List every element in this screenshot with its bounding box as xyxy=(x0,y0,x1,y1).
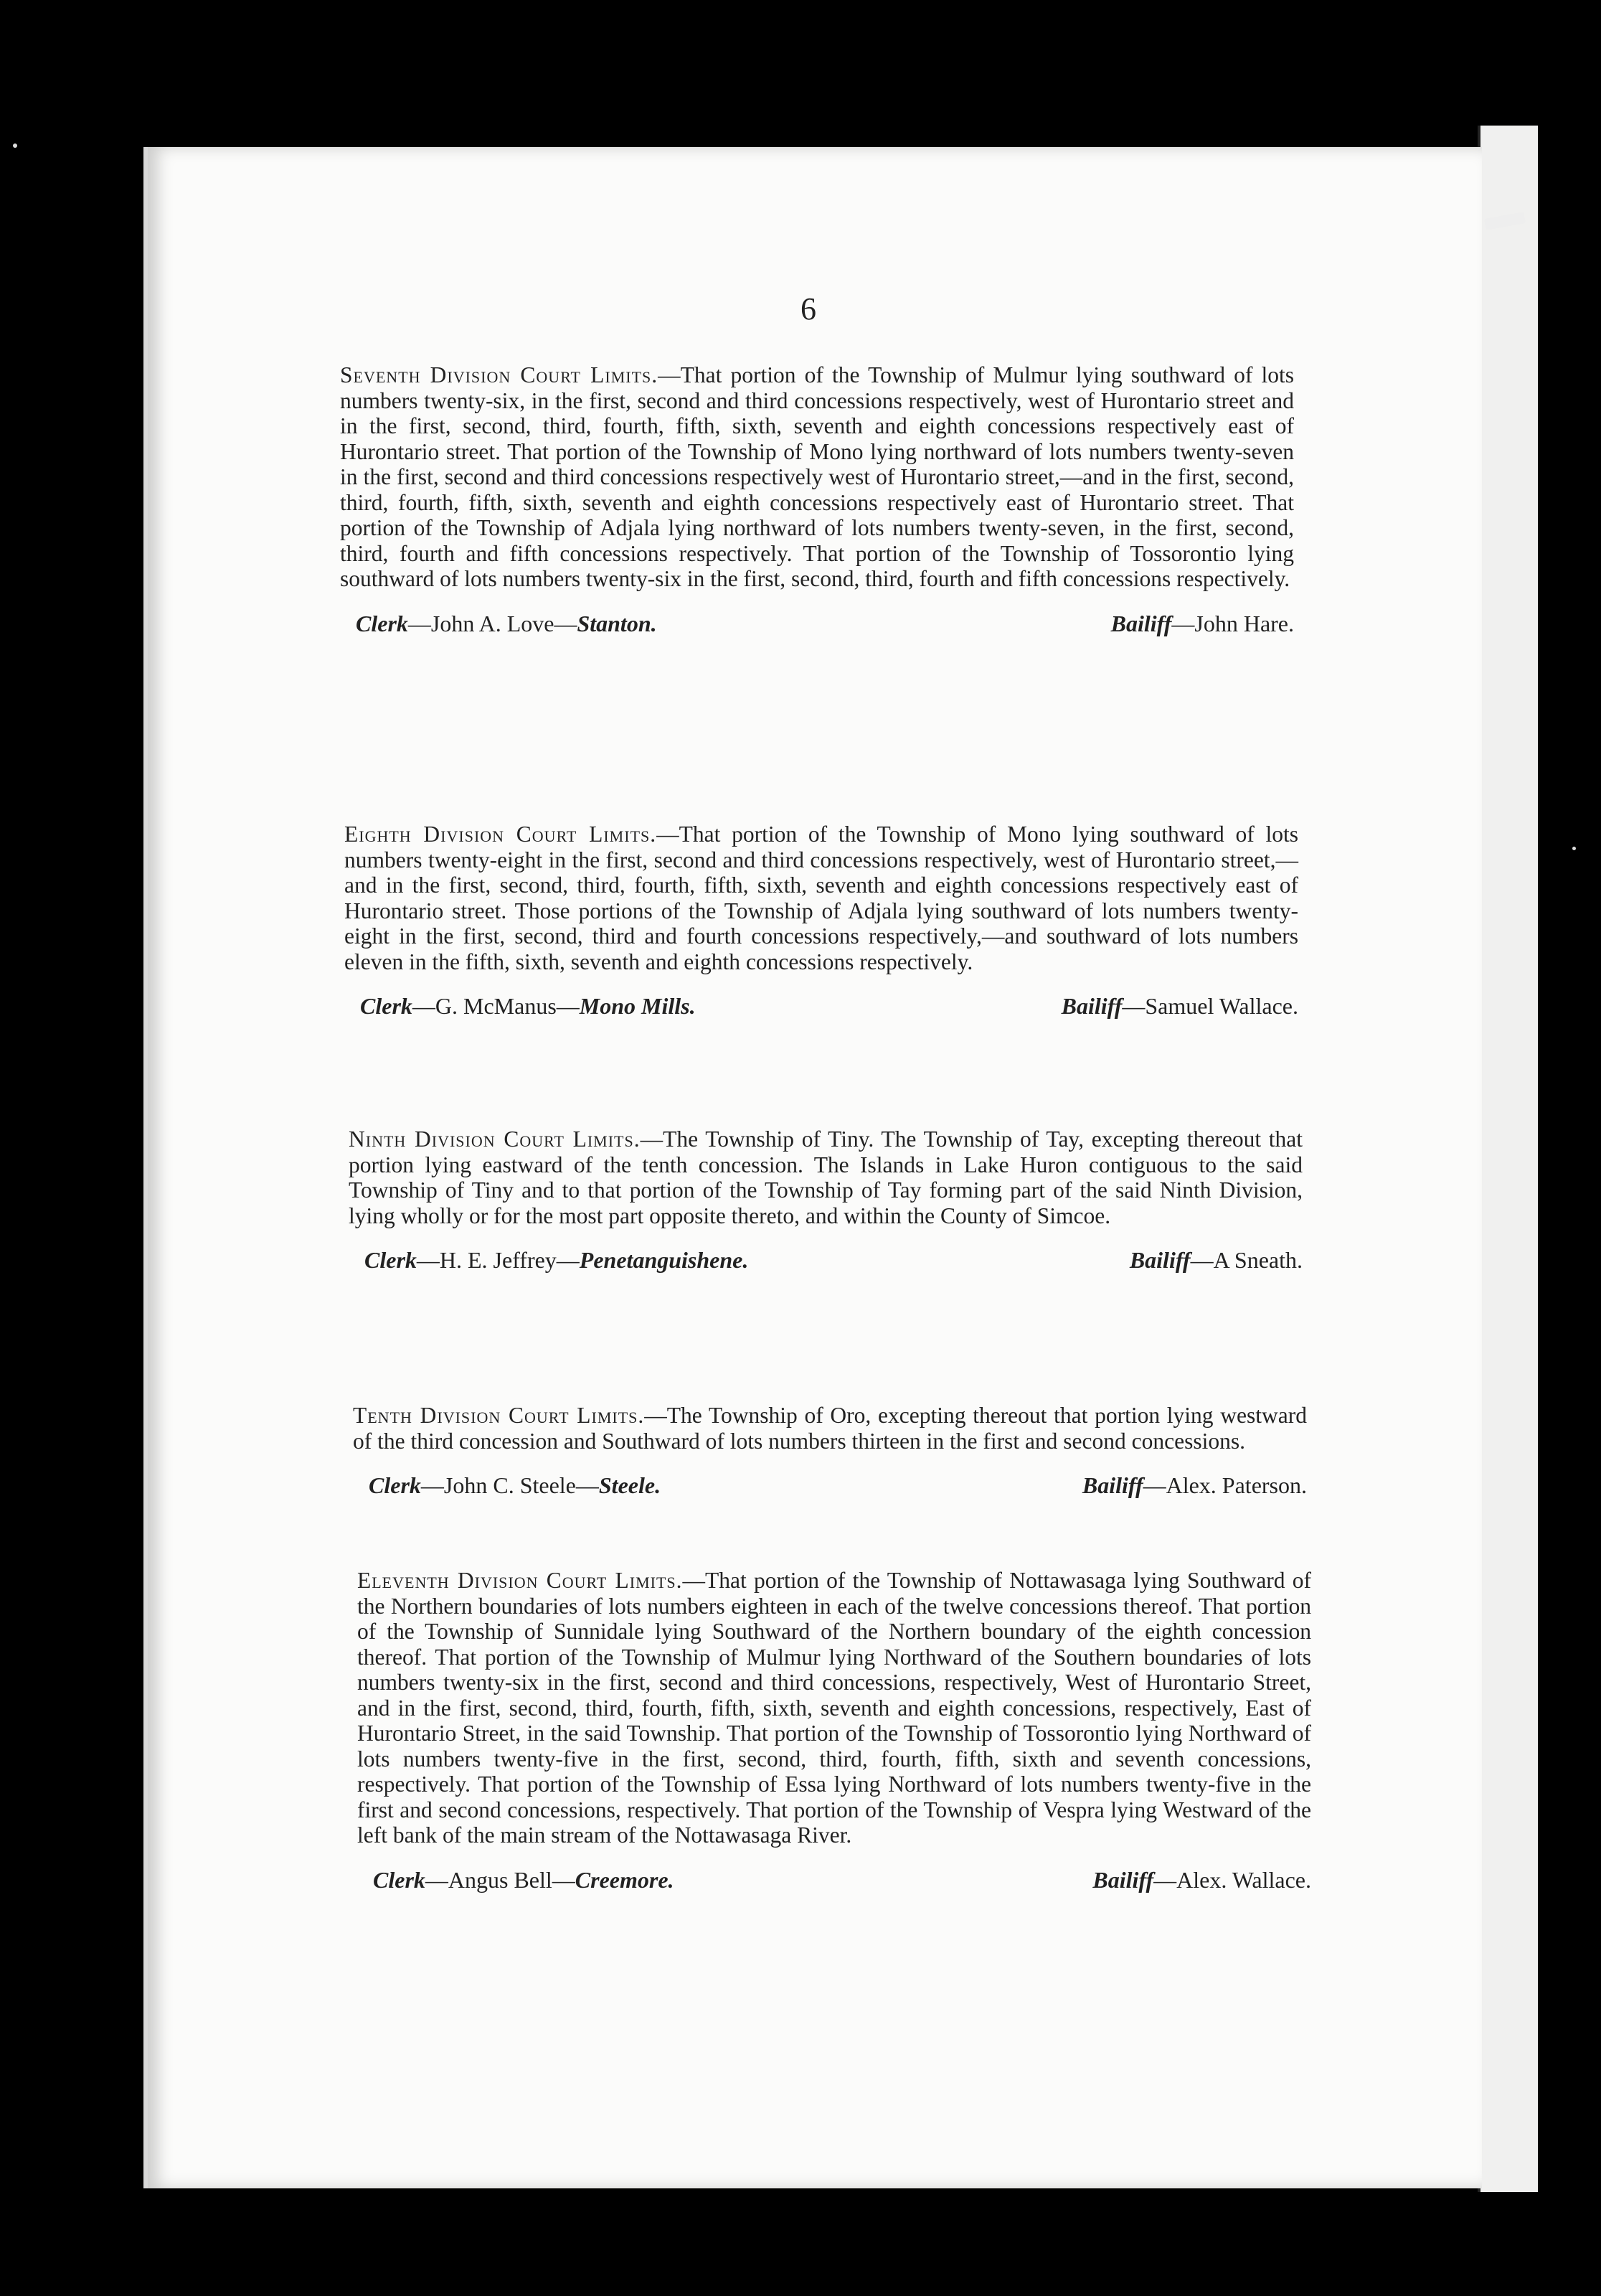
bailiff-entry xyxy=(1130,1247,1303,1274)
clerk-place: Stanton. xyxy=(577,610,657,636)
bailiff-label: Bailiff xyxy=(1110,610,1172,636)
bailiff-name: —John Hare. xyxy=(1171,610,1294,636)
section-body: —That portion of the Township of Nottawasaga lying Southward of the Northern boundaries of lots numbers eighteen in each of the twelve concessions thereof. That portion of the Township of Sunnidale lying Southward of the Northern boundary of the eighth concession thereof. That portion of the Township of Mulmur lying Northward of the Southern boundaries of lots numbers twenty-six in the first, second and third concessions, respectively, West of Hurontario Street, and in the first, second, third, fourth, fifth, sixth, seventh and eighth concessions, respectively, East of Hurontario Street, in the said Township. That portion of the Township of Tossorontio lying Northward of lots numbers twenty-five in the first, second, third, fourth, fifth, sixth and seventh concessions, respectively. That portion of the Township of Essa lying Northward of lots numbers twenty-five in the first and second concessions, respectively. That portion of the Township of Vespra lying Westward of the left bank of the main stream of the Nottawasaga River. xyxy=(357,1568,1312,1848)
clerk-entry xyxy=(364,1247,748,1274)
bailiff-label: Bailiff xyxy=(1092,1866,1154,1893)
officers-line xyxy=(344,993,1298,1022)
officers-line xyxy=(340,611,1294,639)
adjacent-page-edge xyxy=(1478,126,1538,2192)
tenth-division-section xyxy=(353,1403,1307,1501)
clerk-place: Creemore. xyxy=(575,1866,674,1893)
section-body: —That portion of the Township of Mono lying southward of lots numbers twenty-eight in the first, second and third concessions respectively, west of Hurontario street,—and in the first, second, third, fourth, fifth, sixth, seventh and eighth concessions respectively east of Hurontario street. Those portions of the Township of Adjala lying southward of lots numbers twenty-eight in the first, second, third and fourth concessions respectively,—and southward of lots numbers eleven in the fifth, sixth, seventh and eighth concessions respectively. xyxy=(344,822,1298,974)
section-heading: Ninth Division Court Limits. xyxy=(349,1126,641,1152)
section-body: —The Township of Tiny. The Township of Tay, excepting thereout that portion lying eastward of the tenth concession. The Islands in Lake Huron contiguous to the said Township of Tiny and to that portion of the Township of Tay forming part of the said Ninth Division, lying wholly or for the most part opposite thereto, and within the County of Simcoe. xyxy=(349,1126,1303,1228)
officers-line xyxy=(357,1867,1311,1896)
officers-line xyxy=(353,1472,1307,1501)
scan-speck xyxy=(13,144,17,148)
clerk-place: Steele. xyxy=(598,1472,661,1498)
bailiff-name: —A Sneath. xyxy=(1190,1247,1303,1273)
bailiff-name: —Samuel Wallace. xyxy=(1122,993,1298,1019)
section-heading: Eighth Division Court Limits. xyxy=(344,822,657,847)
clerk-place: Penetanguishene. xyxy=(579,1247,749,1273)
clerk-label: Clerk xyxy=(360,993,412,1019)
section-paragraph xyxy=(353,1403,1307,1454)
section-heading: Seventh Division Court Limits. xyxy=(340,362,658,387)
bailiff-entry xyxy=(1082,1472,1307,1499)
section-paragraph xyxy=(349,1126,1303,1228)
clerk-label: Clerk xyxy=(356,610,408,636)
clerk-name: —Angus Bell— xyxy=(425,1866,575,1893)
bailiff-label: Bailiff xyxy=(1129,1247,1191,1273)
bailiff-label: Bailiff xyxy=(1061,993,1123,1019)
section-paragraph xyxy=(340,362,1294,592)
seventh-division-section xyxy=(340,362,1294,639)
clerk-name: —John A. Love— xyxy=(407,610,577,636)
section-paragraph xyxy=(344,822,1298,974)
officers-line xyxy=(349,1247,1303,1276)
clerk-label: Clerk xyxy=(369,1472,421,1498)
bailiff-entry xyxy=(1092,1867,1311,1893)
clerk-entry xyxy=(369,1472,661,1499)
section-heading: Tenth Division Court Limits. xyxy=(353,1403,645,1428)
clerk-entry xyxy=(360,993,696,1020)
section-heading: Eleventh Division Court Limits. xyxy=(357,1568,683,1593)
clerk-name: —G. McManus— xyxy=(412,993,580,1019)
clerk-label: Clerk xyxy=(373,1866,425,1893)
clerk-name: —John C. Steele— xyxy=(420,1472,599,1498)
bailiff-entry xyxy=(1062,993,1298,1020)
bailiff-name: —Alex. Wallace. xyxy=(1153,1866,1311,1893)
clerk-entry xyxy=(356,611,657,637)
section-body: —The Township of Oro, excepting thereout that portion lying westward of the third concession and Southward of lots numbers thirteen in the first and second concessions. xyxy=(353,1403,1307,1454)
ninth-division-section xyxy=(349,1126,1303,1276)
clerk-label: Clerk xyxy=(364,1247,417,1273)
clerk-place: Mono Mills. xyxy=(579,993,696,1019)
clerk-name: —H. E. Jeffrey— xyxy=(416,1247,580,1273)
scan-speck xyxy=(1572,847,1576,850)
clerk-entry xyxy=(373,1867,674,1893)
section-paragraph xyxy=(357,1568,1311,1848)
eighth-division-section xyxy=(344,822,1298,1022)
bailiff-name: —Alex. Paterson. xyxy=(1143,1472,1307,1498)
bailiff-entry xyxy=(1111,611,1294,637)
bailiff-label: Bailiff xyxy=(1082,1472,1143,1498)
page-number: 6 xyxy=(800,291,816,326)
eleventh-division-section xyxy=(357,1568,1311,1896)
section-body: —That portion of the Township of Mulmur lying southward of lots numbers twenty-six, in the first, second and third concessions respectively, west of Hurontario street and in the first, second, third, fourth, fifth, sixth, seventh and eighth concessions respectively east of Hurontario street. That portion of the Township of Mono lying northward of lots numbers twenty-seven in the first, second and third concessions respectively west of Hurontario street,—and in the first, second, third, fourth, fifth, sixth, seventh and eighth concessions respectively east of Hurontario street. That portion of the Township of Adjala lying northward of lots numbers twenty-seven, in the first, second, third, fourth and fifth concessions respectively. That portion of the Township of Tossorontio lying southward of lots numbers twenty-six in the first, second, third, fourth and fifth concessions respectively. xyxy=(340,362,1294,591)
